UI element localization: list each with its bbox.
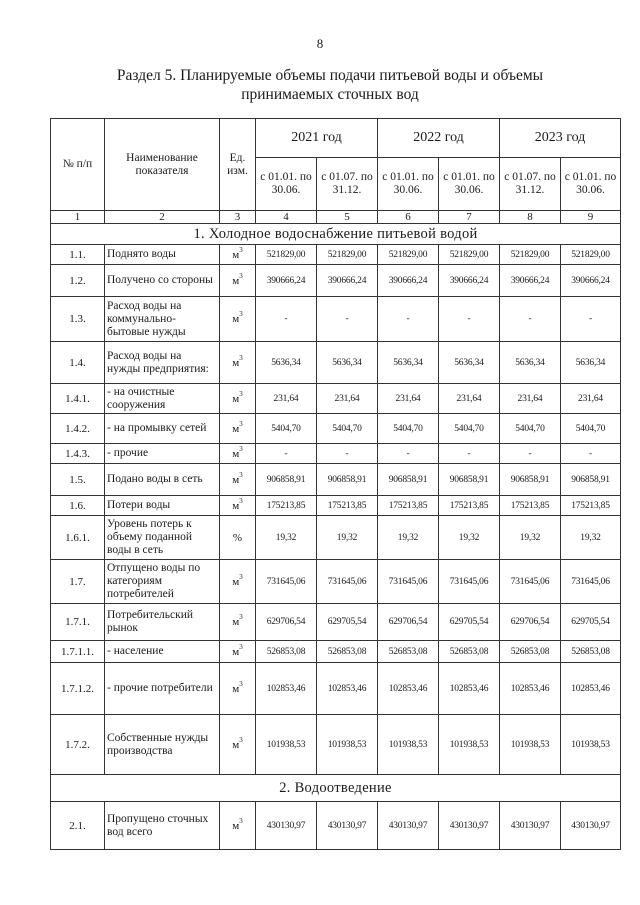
table-row xyxy=(51,464,621,496)
table-row xyxy=(51,802,621,850)
row-value: 175213,85 xyxy=(256,496,317,516)
row-value: 19,32 xyxy=(561,516,621,560)
row-value: 19,32 xyxy=(439,516,500,560)
row-value: 231,64 xyxy=(378,384,439,414)
row-value: - xyxy=(378,297,439,342)
row-value: 5404,70 xyxy=(439,414,500,444)
row-number: 1.6. xyxy=(51,496,105,516)
header-year-2021: 2021 год xyxy=(256,119,378,158)
row-value: 5404,70 xyxy=(317,414,378,444)
row-unit xyxy=(220,414,256,444)
row-indicator-name: - на промывку сетей xyxy=(105,414,220,444)
row-value: 430130,97 xyxy=(317,802,378,850)
row-value: - xyxy=(439,444,500,464)
column-number: 1 xyxy=(51,211,105,224)
row-number: 1.4.1. xyxy=(51,384,105,414)
unit-text: м xyxy=(232,616,240,628)
row-value: 906858,91 xyxy=(500,464,561,496)
section-heading: 1. Холодное водоснабжение питьевой водой xyxy=(51,224,621,245)
row-value: 390666,24 xyxy=(317,265,378,297)
row-indicator-name: Потребительский рынок xyxy=(105,604,220,641)
unit-text: м xyxy=(232,738,240,751)
row-value: 102853,46 xyxy=(500,663,561,715)
header-period: с 01.07. по 31.12. xyxy=(500,158,561,211)
row-value: 5636,34 xyxy=(561,342,621,384)
row-indicator-name: - прочие xyxy=(105,444,220,464)
row-number: 1.7.2. xyxy=(51,715,105,775)
unit-superscript: 3 xyxy=(239,310,243,318)
row-value: 526853,08 xyxy=(256,641,317,663)
row-value: 390666,24 xyxy=(378,265,439,297)
row-value: 906858,91 xyxy=(439,464,500,496)
row-value: 231,64 xyxy=(500,384,561,414)
row-indicator-name: Пропущено сточных вод всего xyxy=(105,802,220,850)
row-value: 521829,00 xyxy=(500,245,561,265)
row-value: 231,64 xyxy=(561,384,621,414)
row-value: 5404,70 xyxy=(256,414,317,444)
table-row xyxy=(51,641,621,663)
row-value: 390666,24 xyxy=(561,265,621,297)
row-value: 175213,85 xyxy=(439,496,500,516)
row-number: 1.3. xyxy=(51,297,105,342)
section-heading: 2. Водоотведение xyxy=(51,775,621,802)
row-unit xyxy=(220,384,256,414)
row-unit xyxy=(220,516,256,560)
row-indicator-name: Отпущено воды по категориям потребителей xyxy=(105,560,220,604)
row-value: 390666,24 xyxy=(256,265,317,297)
row-value: 521829,00 xyxy=(317,245,378,265)
table-row xyxy=(51,604,621,641)
unit-text: м xyxy=(232,682,240,695)
volumes-table xyxy=(50,118,621,850)
row-value: 390666,24 xyxy=(500,265,561,297)
header-year-2023: 2023 год xyxy=(500,119,621,158)
row-value: 175213,85 xyxy=(317,496,378,516)
row-unit xyxy=(220,715,256,775)
unit-superscript: 3 xyxy=(239,679,243,688)
title-line-1: Раздел 5. Планируемые объемы подачи питьевой воды и объемы xyxy=(116,67,544,84)
header-period: с 01.01. по 30.06. xyxy=(256,158,317,211)
unit-text: м xyxy=(232,447,240,460)
column-number: 5 xyxy=(317,211,378,224)
row-number: 2.1. xyxy=(51,802,105,850)
row-value: 5636,34 xyxy=(317,342,378,384)
row-indicator-name: Получено со стороны xyxy=(105,265,220,297)
row-value: - xyxy=(439,297,500,342)
row-value: 175213,85 xyxy=(378,496,439,516)
unit-text: м xyxy=(232,645,240,658)
header-period: с 01.01. по 30.06. xyxy=(378,158,439,211)
row-value: 102853,46 xyxy=(256,663,317,715)
row-indicator-name: - прочие потребители xyxy=(105,663,220,715)
row-value: 526853,08 xyxy=(317,641,378,663)
row-value: 906858,91 xyxy=(378,464,439,496)
row-indicator-name: Подано воды в сеть xyxy=(105,464,220,496)
row-value: 5636,34 xyxy=(256,342,317,384)
row-number: 1.2. xyxy=(51,265,105,297)
row-value: - xyxy=(378,444,439,464)
row-value: 731645,06 xyxy=(439,560,500,604)
unit-text: м xyxy=(232,473,240,486)
table-row xyxy=(51,265,621,297)
row-value: 521829,00 xyxy=(378,245,439,265)
row-value: 5404,70 xyxy=(561,414,621,444)
row-indicator-name: Уровень потерь к объему поданной воды в сеть xyxy=(105,516,220,560)
unit-superscript: 3 xyxy=(239,245,243,254)
unit-superscript: 3 xyxy=(239,572,243,581)
unit-superscript: 3 xyxy=(239,353,243,362)
row-value: 629706,54 xyxy=(500,604,561,641)
row-value: 526853,08 xyxy=(378,641,439,663)
row-value: 101938,53 xyxy=(439,715,500,775)
row-value: - xyxy=(256,297,317,342)
unit-text: м xyxy=(232,422,240,435)
column-number: 6 xyxy=(378,211,439,224)
row-unit xyxy=(220,342,256,384)
header-period: с 01.01. по 30.06. xyxy=(561,158,621,211)
column-number: 9 xyxy=(561,211,621,224)
table-row xyxy=(51,297,621,342)
row-value: 175213,85 xyxy=(500,496,561,516)
page-number: 8 xyxy=(316,36,324,51)
row-unit xyxy=(220,802,256,850)
header-period: с 01.01. по 30.06. xyxy=(439,158,500,211)
unit-superscript: 3 xyxy=(239,271,243,280)
unit-text: м xyxy=(232,356,240,369)
section-title xyxy=(60,66,600,104)
row-value: 430130,97 xyxy=(256,802,317,850)
unit-superscript: 3 xyxy=(239,496,243,505)
row-value: 231,64 xyxy=(317,384,378,414)
row-value: 526853,08 xyxy=(439,641,500,663)
unit-text: м xyxy=(232,819,240,832)
row-value: 231,64 xyxy=(439,384,500,414)
row-value: 629705,54 xyxy=(439,604,500,641)
unit-superscript: 3 xyxy=(239,735,243,744)
unit-text: м xyxy=(232,499,240,512)
header-number: № п/п xyxy=(51,119,105,211)
row-indicator-name: Собственные нужды производства xyxy=(105,715,220,775)
row-unit xyxy=(220,641,256,663)
table-row xyxy=(51,342,621,384)
table-row xyxy=(51,516,621,560)
unit-text: % xyxy=(232,531,243,544)
row-value: 102853,46 xyxy=(378,663,439,715)
unit-superscript: 3 xyxy=(239,470,243,479)
unit-text: м xyxy=(232,313,240,325)
row-number: 1.7.1. xyxy=(51,604,105,641)
row-value: 731645,06 xyxy=(561,560,621,604)
row-value: 731645,06 xyxy=(256,560,317,604)
row-value: 19,32 xyxy=(256,516,317,560)
table-row xyxy=(51,496,621,516)
row-value: 5636,34 xyxy=(378,342,439,384)
row-unit xyxy=(220,265,256,297)
row-value: 629706,54 xyxy=(378,604,439,641)
row-indicator-name: - население xyxy=(105,641,220,663)
row-value: 906858,91 xyxy=(317,464,378,496)
section-row xyxy=(51,775,621,802)
row-value: - xyxy=(317,297,378,342)
row-unit xyxy=(220,560,256,604)
row-value: 526853,08 xyxy=(500,641,561,663)
table-row xyxy=(51,663,621,715)
row-number: 1.1. xyxy=(51,245,105,265)
unit-text: м xyxy=(232,575,240,588)
table-row xyxy=(51,384,621,414)
header-unit: Ед. изм. xyxy=(220,119,256,211)
column-number: 4 xyxy=(256,211,317,224)
row-value: 5404,70 xyxy=(500,414,561,444)
row-value: 430130,97 xyxy=(561,802,621,850)
title-line-2: принимаемых сточных вод xyxy=(241,86,419,103)
row-value: 175213,85 xyxy=(561,496,621,516)
row-value: 430130,97 xyxy=(378,802,439,850)
unit-text: м xyxy=(232,392,240,405)
column-number: 8 xyxy=(500,211,561,224)
header-period: с 01.07. по 31.12. xyxy=(317,158,378,211)
row-value: - xyxy=(500,444,561,464)
table-row xyxy=(51,715,621,775)
row-value: 102853,46 xyxy=(317,663,378,715)
row-indicator-name: Расход воды на нужды предприятия: xyxy=(105,342,220,384)
row-value: 19,32 xyxy=(378,516,439,560)
row-value: 629705,54 xyxy=(561,604,621,641)
row-indicator-name: Расход воды на коммунально-бытовые нужды xyxy=(105,297,220,342)
row-value: 5636,34 xyxy=(439,342,500,384)
row-number: 1.5. xyxy=(51,464,105,496)
row-number: 1.7. xyxy=(51,560,105,604)
unit-superscript: 3 xyxy=(239,816,243,825)
unit-superscript: 3 xyxy=(239,642,243,651)
row-value: 19,32 xyxy=(317,516,378,560)
row-unit xyxy=(220,663,256,715)
row-value: 731645,06 xyxy=(378,560,439,604)
row-value: - xyxy=(317,444,378,464)
row-value: 101938,53 xyxy=(378,715,439,775)
row-value: 101938,53 xyxy=(317,715,378,775)
unit-superscript: 3 xyxy=(239,613,243,621)
row-indicator-name: Потери воды xyxy=(105,496,220,516)
row-value: 102853,46 xyxy=(561,663,621,715)
row-number: 1.4.2. xyxy=(51,414,105,444)
row-number: 1.4.3. xyxy=(51,444,105,464)
table-row xyxy=(51,245,621,265)
row-value: 521829,00 xyxy=(256,245,317,265)
row-value: 521829,00 xyxy=(439,245,500,265)
row-unit xyxy=(220,604,256,641)
row-value: 526853,08 xyxy=(561,641,621,663)
row-unit xyxy=(220,464,256,496)
row-value: 101938,53 xyxy=(256,715,317,775)
row-value: - xyxy=(561,297,621,342)
row-value: 629706,54 xyxy=(256,604,317,641)
row-value: 5636,34 xyxy=(500,342,561,384)
row-value: - xyxy=(500,297,561,342)
unit-superscript: 3 xyxy=(239,389,243,398)
row-unit xyxy=(220,496,256,516)
table-row xyxy=(51,560,621,604)
row-value: 390666,24 xyxy=(439,265,500,297)
row-value: - xyxy=(256,444,317,464)
row-indicator-name: - на очистные сооружения xyxy=(105,384,220,414)
unit-text: м xyxy=(232,274,240,287)
row-value: 906858,91 xyxy=(256,464,317,496)
row-value: 731645,06 xyxy=(500,560,561,604)
row-number: 1.7.1.1. xyxy=(51,641,105,663)
row-unit xyxy=(220,245,256,265)
row-number: 1.6.1. xyxy=(51,516,105,560)
row-value: 430130,97 xyxy=(500,802,561,850)
table-row xyxy=(51,414,621,444)
row-value: 521829,00 xyxy=(561,245,621,265)
header-indicator-name: Наименование показателя xyxy=(105,119,220,211)
row-value: 731645,06 xyxy=(317,560,378,604)
row-value: - xyxy=(561,444,621,464)
column-number: 7 xyxy=(439,211,500,224)
header-year-2022: 2022 год xyxy=(378,119,500,158)
row-value: 629705,54 xyxy=(317,604,378,641)
unit-superscript: 3 xyxy=(239,444,243,453)
row-value: 231,64 xyxy=(256,384,317,414)
row-value: 101938,53 xyxy=(561,715,621,775)
column-number: 3 xyxy=(220,211,256,224)
row-number: 1.7.1.2. xyxy=(51,663,105,715)
section-row xyxy=(51,224,621,245)
row-value: 5404,70 xyxy=(378,414,439,444)
unit-superscript: 3 xyxy=(239,419,243,428)
unit-text: м xyxy=(232,248,240,261)
row-value: 430130,97 xyxy=(439,802,500,850)
row-value: 102853,46 xyxy=(439,663,500,715)
row-number: 1.4. xyxy=(51,342,105,384)
row-indicator-name: Поднято воды xyxy=(105,245,220,265)
table-row xyxy=(51,444,621,464)
column-number: 2 xyxy=(105,211,220,224)
row-unit xyxy=(220,444,256,464)
row-value: 101938,53 xyxy=(500,715,561,775)
row-unit xyxy=(220,297,256,342)
row-value: 906858,91 xyxy=(561,464,621,496)
row-value: 19,32 xyxy=(500,516,561,560)
